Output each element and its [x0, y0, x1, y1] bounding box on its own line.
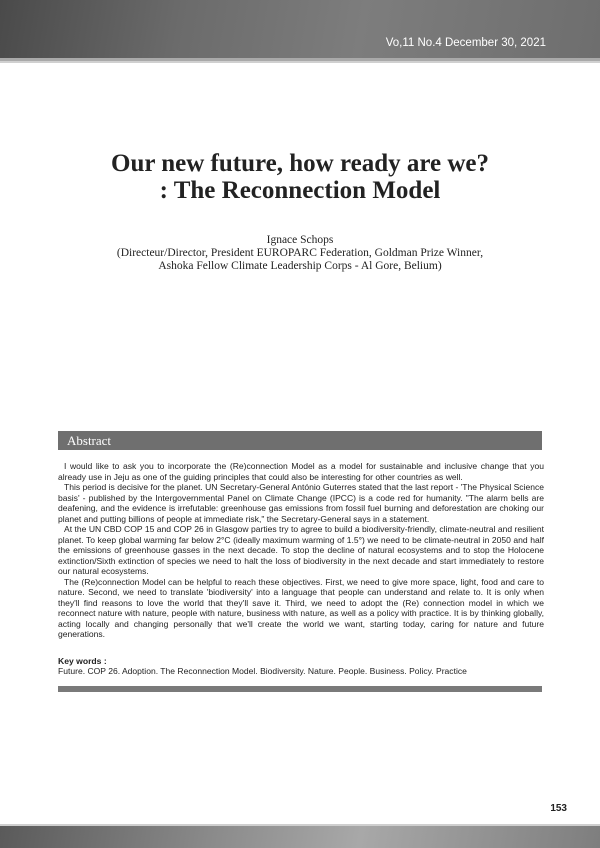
paper-title-line-2: : The Reconnection Model: [159, 177, 441, 204]
abstract-end-rule: [58, 686, 542, 692]
abstract-heading: Abstract: [67, 433, 112, 448]
abstract-heading-bar: [58, 431, 542, 450]
author-affiliation-line-2: Ashoka Fellow Climate Leadership Corps - Al Gore, Belium): [158, 260, 442, 272]
abstract-paragraph-1: I would like to ask you to incorporate the (Re)connection Model as a model for sustainable and inclusive change that you already use in Jeju as one of the guiding principles that could also be interesting for other countries as well.: [58, 461, 544, 482]
keywords-label: Key words :: [58, 656, 107, 666]
header-band: [0, 0, 600, 58]
abstract-paragraph-2: This period is decisive for the planet. UN Secretary-General António Guterres stated that the last report - 'The Physical Science basis' - published by the Intergovernmental Panel on Climate Change (IPCC) is a code red for humanity. "The alarm bells are deafening, and the evidence is irrefutable: greenhouse gas emissions from fossil fuel burning and deforestation are choking our planet and putting billions of people at immediate risk," the Secretary-General says in a statement.: [58, 482, 545, 524]
abstract-body: [58, 461, 544, 640]
author-name: Ignace Schops: [266, 234, 334, 246]
author-affiliation-line-1: (Directeur/Director, President EUROPARC Federation, Goldman Prize Winner,: [116, 247, 484, 259]
page-number: 153: [550, 803, 567, 814]
journal-issue: Vo,11 No.4 December 30, 2021: [385, 37, 546, 49]
paper-title-line-1: Our new future, how ready are we?: [111, 150, 489, 177]
abstract-paragraph-4: The (Re)connection Model can be helpful to reach these objectives. First, we need to give more space, light, food and care to nature. Second, we need to translate 'biodiversity' into a language that people can understand and relate to. It is only when they'll find reasons to love the world that they'll save it. Third, we need to adopt the (Re) connection model in which we reconnect nature with nature, people with nature, business with nature, as well as a policy with practice. It is by thinking globally, acting locally and changing personally that we'll create the world we want, starting today, caring for nature and future generations.: [58, 576, 544, 639]
keywords-text: Future. COP 26. Adoption. The Reconnection Model. Biodiversity. Nature. People. Business. Policy. Practice: [58, 666, 467, 676]
header-divider-light: [0, 61, 600, 63]
footer-band: [0, 826, 600, 848]
abstract-paragraph-3: At the UN CBD COP 15 and COP 26 in Glasgow parties try to agree to build a biodiversity-friendly, climate-neutral and resilient planet. To keep global warming far below 2°C (ideally maximum warming of 1.5°) we need to be climate-neutral in 2050 and half the emissions of greenhouse gasses in the next decade. To stop the decline of natural ecosystems and to stop the Holocene extinction/Sixth extinction of species we need to halt the loss of biodiversity in the next decade and start immediately to restore our natural ecosystems.: [58, 524, 544, 576]
